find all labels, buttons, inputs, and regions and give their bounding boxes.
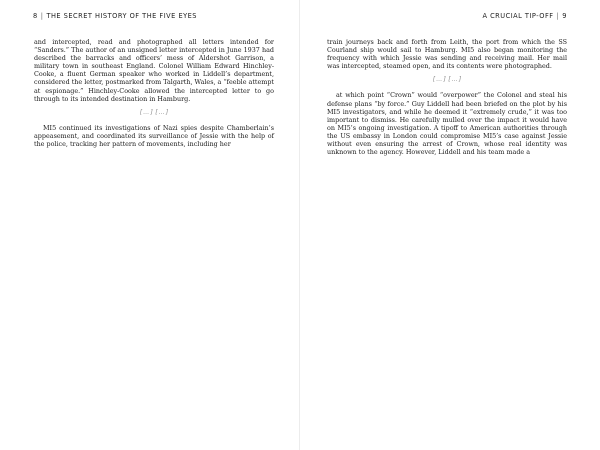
paragraph: and intercepted, read and photographed all letters intended for “Sanders.” The author of an unsigned letter intercepted in June 1937 had described the barracks and officers’ mess of Aldershot Garrison, a military town in southeast England. Colonel William Edward Hinchley-Cooke, a fluent German speaker who worked in Liddell’s department, considered the letter, postmarked from Talgarth, Wales, a “feeble attempt at espionage.” Hinchley-Cooke allowed the intercepted letter to go through to its intended destination in Hamburg. — [34, 38, 274, 103]
right-paragraphs-after — [327, 91, 567, 156]
left-page-number: 8 — [33, 12, 38, 20]
right-paragraphs-before — [327, 38, 567, 70]
left-body-text — [34, 38, 274, 148]
left-running-head — [33, 12, 197, 22]
book-title: THE SECRET HISTORY OF THE FIVE EYES — [46, 12, 197, 20]
right-page — [300, 0, 600, 450]
paragraph: at which point “Crown” would “overpower” the Colonel and steal his defense plans “by force.” Guy Liddell had been briefed on the plot by his MI5 investigators, and while he deemed it “extremely crude,” it was too important to dismiss. He carefully mulled over the impact it would have on MI5’s ongoing investigation. A tipoff to American authorities through the US embassy in London could compromise MI5’s case against Jessie without even ensuring the arrest of Crown, whose real identity was unknown to the agency. However, Liddell and his team made a — [327, 91, 567, 157]
left-untranscribed-marker — [34, 109, 274, 117]
running-head-separator: | — [40, 12, 44, 20]
left-paragraphs-after — [34, 124, 274, 148]
right-body-text — [327, 38, 567, 156]
running-head-separator: | — [556, 12, 560, 20]
left-paragraphs-before — [34, 38, 274, 103]
right-page-number: 9 — [562, 12, 567, 20]
chapter-title: A CRUCIAL TIP-OFF — [482, 12, 554, 20]
paragraph: MI5 continued its investigations of Nazi spies despite Chamberlain’s appeasement, and coordinated its surveillance of Jessie with the help of the police, tracking her pattern of movements, including her — [34, 123, 274, 149]
paragraph: train journeys back and forth from Leith, the port from which the SS Courland ship would sail to Hamburg. MI5 also began monitoring the frequency with which Jessie was sending and receiving mail. Her mail was intercepted, steamed open, and its contents were photographed. — [327, 38, 567, 71]
right-untranscribed-marker — [327, 76, 567, 84]
right-running-head — [482, 12, 567, 22]
